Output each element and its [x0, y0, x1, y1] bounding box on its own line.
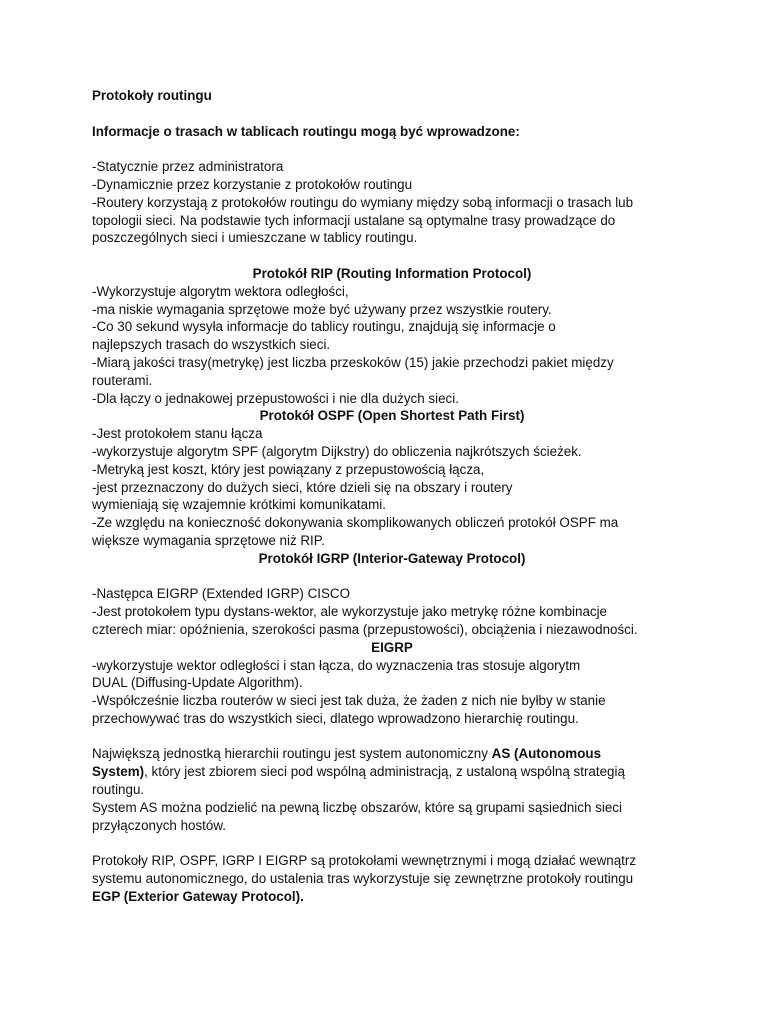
ospf-line: -Jest protokołem stanu łącza: [92, 426, 263, 442]
ospf-line: większe wymagania sprzętowe niż RIP.: [92, 532, 325, 548]
igrp-line: czterech miar: opóźnienia, szerokości pasma (przepustowości), obciążenia i niezawodności.: [92, 621, 638, 637]
rip-heading: Protokół RIP (Routing Information Protocol): [252, 265, 532, 281]
intro-line: topologii sieci. Na podstawie tych informacji ustalane są optymalne trasy prowadzące do: [92, 212, 616, 228]
egp-term: EGP (Exterior Gateway Protocol).: [92, 888, 304, 904]
rip-line: -Wykorzystuje algorytm wektora odległości,: [92, 283, 349, 299]
rip-line: -Miarą jakości trasy(metrykę) jest liczba przeskoków (15) jakie przechodzi pakiet między: [92, 354, 614, 370]
rip-line: najlepszych trasach do wszystkich sieci.: [92, 337, 331, 353]
as-paragraph-line: [92, 763, 692, 781]
ospf-heading: Protokół OSPF (Open Shortest Path First): [259, 408, 525, 424]
as-paragraph-line: routingu.: [92, 782, 145, 798]
eigrp-line: -wykorzystuje wektor odległości i stan łącza, do wyznaczenia tras stosuje algorytm: [92, 657, 581, 673]
ospf-line: -Ze względu na konieczność dokonywania skomplikowanych obliczeń protokół OSPF ma: [92, 515, 619, 531]
rip-line: routerami.: [92, 372, 153, 388]
intro-line: -Routery korzystają z protokołów routingu do wymiany między sobą informacji o trasach lub: [92, 194, 634, 210]
as-paragraph-line: [92, 745, 692, 763]
spacer: [92, 247, 692, 265]
ospf-line: -jest przeznaczony do dużych sieci, które dzieli się na obszary i routery: [92, 479, 513, 495]
ospf-line: wymieniają się wzajemnie krótkimi komunikatami.: [92, 497, 386, 513]
spacer: [92, 728, 692, 746]
eigrp-line: -Współcześnie liczba routerów w sieci jest tak duża, że żaden z nich nie byłby w stanie: [92, 693, 606, 709]
as-paragraph-line: przyłączonych hostów.: [92, 817, 226, 833]
igrp-line: -Jest protokołem typu dystans-wektor, ale wykorzystuje jako metrykę różne kombinacje: [92, 604, 608, 620]
as-paragraph-line: System AS można podzielić na pewną liczbę obszarów, które są grupami sąsiednich sieci: [92, 799, 622, 815]
eigrp-heading: EIGRP: [371, 639, 413, 655]
igrp-heading: Protokół IGRP (Interior-Gateway Protocol): [258, 550, 526, 566]
document-title: Protokoły routingu: [92, 88, 212, 103]
intro-line: poszczególnych sieci i umieszczane w tablicy routingu.: [92, 230, 418, 246]
as-term: AS (Autonomous: [491, 746, 602, 762]
igrp-line: -Następca EIGRP (Extended IGRP) CISCO: [92, 586, 350, 602]
as-text: , który jest zbiorem sieci pod wspólną administracją, z ustaloną wspólną strategią: [144, 764, 625, 780]
final-paragraph-line: systemu autonomicznego, do ustalenia tras wykorzystuje się zewnętrzne protokoły routingu: [92, 871, 634, 887]
intro-heading: Informacje o trasach w tablicach routingu mogą być wprowadzone:: [92, 123, 520, 139]
spacer: [92, 105, 692, 123]
ospf-line: -Metryką jest koszt, który jest powiązany z przepustowością łącza,: [92, 461, 485, 477]
final-paragraph-line: Protokoły RIP, OSPF, IGRP I EIGRP są protokołami wewnętrznymi i mogą działać wewnątrz: [92, 853, 637, 869]
spacer: [92, 140, 692, 158]
rip-line: -ma niskie wymagania sprzętowe może być używany przez wszystkie routery.: [92, 301, 552, 317]
rip-line: -Dla łączy o jednakowej przepustowości i nie dla dużych sieci.: [92, 390, 459, 406]
as-text: Największą jednostką hierarchii routingu jest system autonomiczny: [92, 746, 492, 762]
ospf-line: -wykorzystuje algorytm SPF (algorytm Dijkstry) do obliczenia najkrótszych ścieżek.: [92, 443, 582, 459]
document-body: [92, 87, 692, 906]
eigrp-line: DUAL (Diffusing-Update Algorithm).: [92, 675, 303, 691]
spacer: [92, 568, 692, 586]
intro-line: -Statycznie przez administratora: [92, 159, 284, 175]
spacer: [92, 834, 692, 852]
eigrp-line: przechowywać tras do wszystkich sieci, dlatego wprowadzono hierarchię routingu.: [92, 710, 579, 726]
rip-line: -Co 30 sekund wysyła informacje do tablicy routingu, znajdują się informacje o: [92, 319, 556, 335]
as-term: System): [92, 764, 145, 780]
intro-line: -Dynamicznie przez korzystanie z protokołów routingu: [92, 176, 413, 192]
